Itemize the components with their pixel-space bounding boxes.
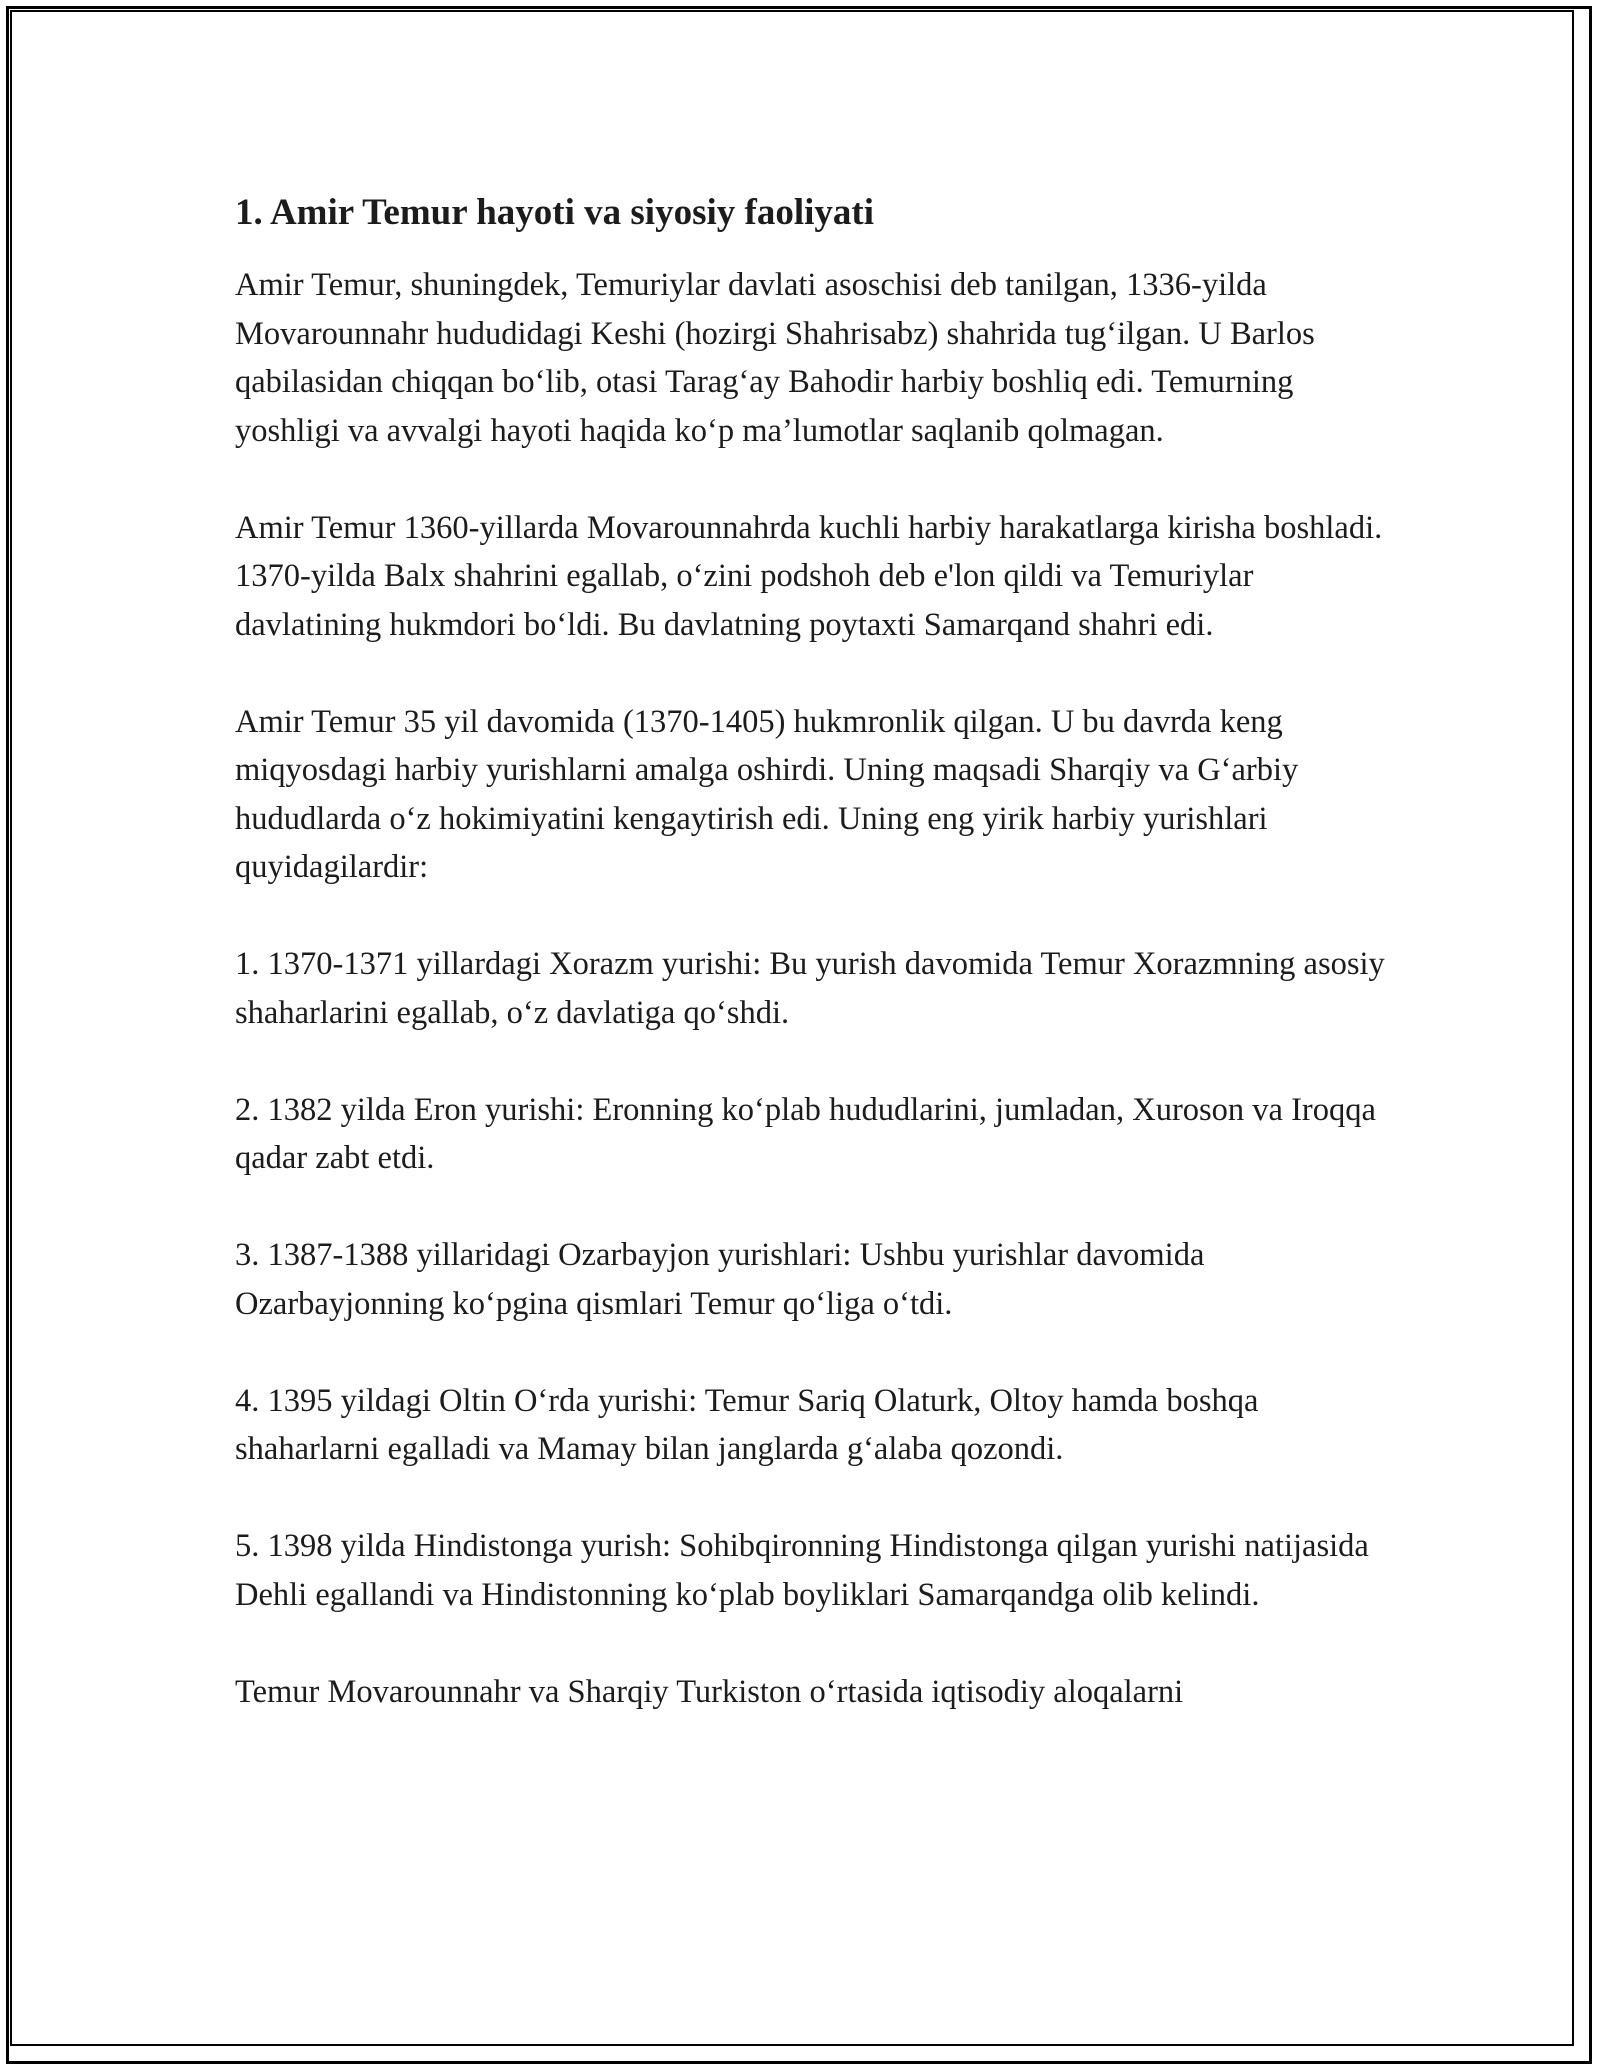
document-body <box>235 187 1385 1716</box>
list-item-ozarbayjon: 3. 1387-1388 yillaridagi Ozarbayjon yurishlari: Ushbu yurishlar davomida Ozarbayjonning ko‘pgina qismlari Temur qo‘liga o‘tdi. <box>235 1237 1205 1322</box>
list-item-hindiston: 5. 1398 yilda Hindistonga yurish: Sohibqironning Hindistonga qilgan yurishi natijasida Dehli egallandi va Hindistonning ko‘plab boyliklari Samarqandga olib kelindi. <box>235 1528 1369 1613</box>
paragraph-economy: Temur Movarounnahr va Sharqiy Turkiston o‘rtasida iqtisodiy aloqalarni <box>235 1673 1184 1710</box>
paragraph-intro: Amir Temur, shuningdek, Temuriylar davlati asoschisi deb tanilgan, 1336-yilda Movarounnahr hududidagi Keshi (hozirgi Shahrisabz) shahrida tug‘ilgan. U Barlos qabilasidan chiqqan bo‘lib, otasi Tarag‘ay Bahodir harbiy boshliq edi. Temurning yoshligi va avvalgi hayoti haqida ko‘p ma’lumotlar saqlanib qolmagan. <box>235 267 1315 449</box>
section-heading: 1. Amir Temur hayoti va siyosiy faoliyati <box>235 192 874 233</box>
paragraph-reign: Amir Temur 35 yil davomida (1370-1405) hukmronlik qilgan. U bu davrda keng miqyosdagi harbiy yurishlarni amalga oshirdi. Uning maqsadi Sharqiy va G‘arbiy hududlarda o‘z hokimiyatini kengaytirish edi. Uning eng yirik harbiy yurishlari quyidagilardir: <box>235 703 1299 885</box>
list-item-eron: 2. 1382 yilda Eron yurishi: Eronning ko‘plab hududlarini, jumladan, Xuroson va Iroqqa qadar zabt etdi. <box>235 1091 1376 1176</box>
list-item-xorazm: 1. 1370-1371 yillardagi Xorazm yurishi: Bu yurish davomida Temur Xorazmning asosiy shaharlarini egallab, o‘z davlatiga qo‘shdi. <box>235 946 1385 1031</box>
paragraph-rise: Amir Temur 1360-yillarda Movarounnahrda kuchli harbiy harakatlarga kirisha boshladi. 1370-yilda Balx shahrini egallab, o‘zini podshoh deb e'lon qildi va Temuriylar davlatining hukmdori bo‘ldi. Bu davlatning poytaxti Samarqand shahri edi. <box>235 509 1383 643</box>
list-item-oltin-orda: 4. 1395 yildagi Oltin O‘rda yurishi: Temur Sariq Olaturk, Oltoy hamda boshqa shaharlarni egalladi va Mamay bilan janglarda g‘alaba qozondi. <box>235 1382 1259 1467</box>
